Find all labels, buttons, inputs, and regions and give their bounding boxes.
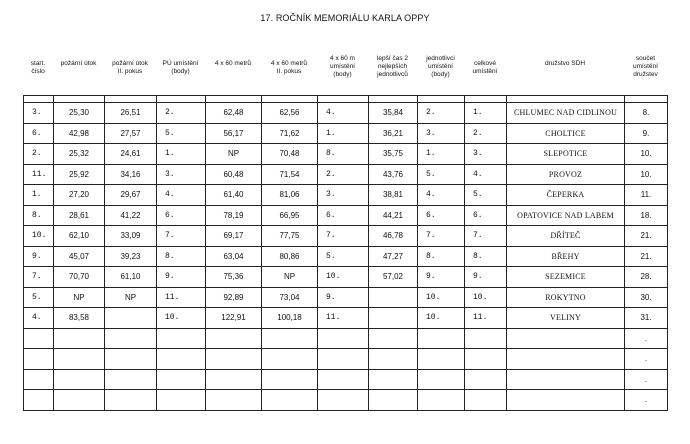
cell-relay-4x60: 56,17 [206,123,262,144]
cell-overall-placement: 8. [465,246,507,267]
cell-relay-4x60-second: 81,06 [262,185,318,206]
header-overall-placement [464,60,506,76]
header-line: požární útok [112,60,148,67]
cell-relay-placement: 8. [318,144,369,165]
cell-fire-attack-second: 29,67 [105,185,157,206]
cell-fire-attack [54,328,105,349]
cell-team-placement-sum: . [625,390,668,411]
cell-best-two-individuals [369,308,418,329]
cell-relay-4x60: 60,48 [206,164,262,185]
cell-relay-4x60: 78,19 [206,205,262,226]
cell-team-name: OPATOVICE NAD LABEM [507,205,625,226]
cell-relay-4x60-second [262,369,318,390]
cell-fire-attack-placement [157,349,206,370]
cell-fire-attack: 62,10 [54,226,105,247]
cell-best-two-individuals: 57,02 [369,267,418,288]
cell-fire-attack-second: NP [105,287,157,308]
cell-fire-attack-placement: 1. [157,144,206,165]
cell-relay-4x60-second: 66,95 [262,205,318,226]
cell-relay-4x60: 69,17 [206,226,262,247]
cell-relay-4x60: 75,36 [206,267,262,288]
header-relay-placement [317,55,368,79]
header-line: (body) [431,71,450,78]
cell-best-two-individuals: 43,76 [369,164,418,185]
cell-individuals-placement: 6. [418,205,465,226]
cell-overall-placement: 3. [465,144,507,165]
cell-start-number: 8. [24,205,54,226]
cell-fire-attack-second: 24,61 [105,144,157,165]
cell-fire-attack-second [105,349,157,370]
cell-overall-placement: 1. [465,103,507,124]
header-fire-attack-placement [156,60,205,76]
cell-fire-attack: 27,20 [54,185,105,206]
cell-fire-attack-placement: 3. [157,164,206,185]
cell-fire-attack-second: 41,22 [105,205,157,226]
cell-fire-attack-second: 33,09 [105,226,157,247]
cell-team-placement-sum: 30. [625,287,668,308]
header-line: družstev [633,71,658,78]
cell-best-two-individuals: 38,81 [369,185,418,206]
header-line: 4 x 60 m [330,55,355,62]
cell-relay-4x60-second: NP [262,267,318,288]
header-fire-attack-second [104,60,156,76]
cell-relay-4x60-second: 70,48 [262,144,318,165]
cell-fire-attack-placement: 11. [157,287,206,308]
cell-relay-placement: 5. [318,246,369,267]
cell-team-name: SLEPOTICE [507,144,625,165]
cell-relay-4x60 [206,390,262,411]
spacer-row [24,96,668,103]
header-relay-4x60 [205,60,261,68]
cell-relay-placement: 6. [318,205,369,226]
table-row [24,369,668,390]
cell-overall-placement [465,369,507,390]
cell-relay-4x60-second: 71,62 [262,123,318,144]
table-row [24,185,668,206]
cell-relay-4x60 [206,328,262,349]
cell-team-placement-sum: 9. [625,123,668,144]
header-line: lepší čas 2 [376,55,409,62]
cell-fire-attack-placement: 6. [157,205,206,226]
cell-start-number: 9. [24,246,54,267]
cell-team-placement-sum: . [625,328,668,349]
table-row [24,205,668,226]
cell-relay-4x60: 92,89 [206,287,262,308]
cell-individuals-placement: 4. [418,185,465,206]
cell-fire-attack-placement [157,328,206,349]
cell-overall-placement [465,390,507,411]
cell-team-name: CHLUMEC NAD CIDLINOU [507,103,625,124]
cell-relay-placement [318,369,369,390]
results-table [23,95,668,411]
cell-fire-attack-second: 39,23 [105,246,157,267]
cell-relay-placement [318,390,369,411]
cell-best-two-individuals: 46,78 [369,226,418,247]
header-line: (body) [333,71,352,78]
table-row [24,349,668,370]
cell-best-two-individuals [369,390,418,411]
cell-team-placement-sum: 11. [625,185,668,206]
spacer-cell [54,96,105,103]
cell-fire-attack-second [105,308,157,329]
table-row [24,287,668,308]
cell-relay-placement: 4. [318,103,369,124]
cell-team-name: CHOLTICE [507,123,625,144]
cell-start-number: 3. [24,103,54,124]
cell-fire-attack-placement: 9. [157,267,206,288]
spacer-cell [206,96,262,103]
table-row [24,308,668,329]
cell-relay-4x60-second: 73,04 [262,287,318,308]
cell-fire-attack: 45,07 [54,246,105,267]
header-line: jednotlivců [377,71,408,78]
cell-relay-4x60-second: 77,75 [262,226,318,247]
cell-fire-attack-placement: 7. [157,226,206,247]
cell-relay-4x60-second: 62,56 [262,103,318,124]
cell-relay-4x60-second: 71,54 [262,164,318,185]
header-line: součet [635,55,656,62]
cell-best-two-individuals: 47,27 [369,246,418,267]
cell-start-number [24,369,54,390]
table-row [24,226,668,247]
cell-overall-placement: 9. [465,267,507,288]
header-line: PÚ umístění [162,60,199,67]
cell-team-placement-sum: . [625,349,668,370]
cell-fire-attack [54,349,105,370]
cell-individuals-placement: 2. [418,103,465,124]
cell-team-placement-sum: 18. [625,205,668,226]
header-fire-attack [53,60,104,68]
table-row [24,123,668,144]
cell-relay-placement: 1. [318,123,369,144]
cell-relay-4x60 [206,349,262,370]
cell-overall-placement: 2. [465,123,507,144]
cell-overall-placement: 10. [465,287,507,308]
header-line: jednotlivci [426,55,455,62]
cell-fire-attack-second: 26,51 [105,103,157,124]
header-line: celkové [473,60,497,67]
cell-fire-attack [54,369,105,390]
cell-start-number: 11. [24,164,54,185]
header-individuals-placement [417,55,464,79]
cell-team-placement-sum: 10. [625,144,668,165]
cell-relay-placement: 9. [318,287,369,308]
cell-fire-attack-second [105,369,157,390]
cell-relay-4x60: 61,40 [206,185,262,206]
cell-team-name: BŘEHY [507,246,625,267]
header-line: družstvo SDH [544,60,586,67]
cell-team-placement-sum: 21. [625,246,668,267]
spacer-cell [418,96,465,103]
cell-overall-placement [465,349,507,370]
cell-team-placement-sum: 10. [625,164,668,185]
cell-individuals-placement: 10. [418,287,465,308]
header-line: II. pokus [276,68,302,75]
cell-relay-4x60: 63,04 [206,246,262,267]
spacer-cell [262,96,318,103]
cell-relay-placement: 11. [318,308,369,329]
cell-fire-attack: 25,92 [54,164,105,185]
cell-fire-attack-placement: 5. [157,123,206,144]
cell-individuals-placement [418,369,465,390]
cell-overall-placement: 7. [465,226,507,247]
cell-fire-attack: 25,30 [54,103,105,124]
cell-relay-placement: 10. [318,267,369,288]
cell-team-name [507,328,625,349]
cell-overall-placement: 11. [465,308,507,329]
cell-fire-attack: 42,98 [54,123,105,144]
header-line: 4 x 60 metrů [270,60,308,67]
cell-relay-placement: 3. [318,185,369,206]
cell-team-placement-sum: 8. [625,103,668,124]
cell-fire-attack-placement: 8. [157,246,206,267]
cell-relay-placement: 7. [318,226,369,247]
cell-fire-attack: 25,32 [54,144,105,165]
cell-start-number: 1. [24,185,54,206]
cell-fire-attack-second: 61,10 [105,267,157,288]
spacer-cell [24,96,54,103]
table-row [24,144,668,165]
header-line: umístění [472,68,498,75]
header-line: nejlepších [377,63,408,70]
table-row [24,164,668,185]
header-line: číslo [31,68,45,75]
cell-individuals-placement: 1. [418,144,465,165]
cell-team-name [507,349,625,370]
cell-relay-4x60-second [262,390,318,411]
cell-best-two-individuals: 44,21 [369,205,418,226]
header-line: umístění [428,63,453,70]
cell-overall-placement: 6. [465,205,507,226]
cell-relay-placement: 2. [318,164,369,185]
cell-fire-attack-second [105,390,157,411]
spacer-cell [507,96,625,103]
cell-fire-attack: 70,70 [54,267,105,288]
cell-fire-attack-second: 34,16 [105,164,157,185]
cell-relay-placement [318,328,369,349]
cell-fire-attack: NP [54,287,105,308]
cell-relay-4x60 [206,369,262,390]
cell-fire-attack-placement: 10. [157,308,206,329]
header-line: 4 x 60 metrů [214,60,252,67]
cell-fire-attack-second: 27,57 [105,123,157,144]
cell-individuals-placement: 10. [418,308,465,329]
cell-best-two-individuals [369,349,418,370]
cell-relay-4x60: 122,91 [206,308,262,329]
spacer-cell [465,96,507,103]
cell-start-number: 10. [24,226,54,247]
header-line: umístění [330,63,355,70]
spacer-cell [369,96,418,103]
header-relay-4x60-second [261,60,317,76]
header-team-name [506,60,624,68]
cell-relay-4x60-second [262,328,318,349]
table-row [24,328,668,349]
table-row [24,103,668,124]
cell-relay-4x60-second [262,349,318,370]
cell-individuals-placement: 3. [418,123,465,144]
header-line: požární útok [60,60,97,67]
cell-best-two-individuals [369,369,418,390]
cell-start-number: 2. [24,144,54,165]
spacer-cell [157,96,206,103]
cell-individuals-placement: 7. [418,226,465,247]
cell-start-number: 5. [24,287,54,308]
header-line: (body) [171,68,190,75]
cell-individuals-placement: 8. [418,246,465,267]
header-line: umístění [633,63,658,70]
cell-start-number [24,390,54,411]
cell-best-two-individuals: 35,75 [369,144,418,165]
page-title: 17. ROČNÍK MEMORIÁLU KARLA OPPY [260,13,430,23]
cell-overall-placement: 4. [465,164,507,185]
cell-fire-attack-placement: 2. [157,103,206,124]
cell-individuals-placement: 9. [418,267,465,288]
cell-team-name: VELINY [507,308,625,329]
cell-fire-attack-placement [157,369,206,390]
cell-overall-placement: 5. [465,185,507,206]
cell-fire-attack-second [105,328,157,349]
cell-best-two-individuals [369,287,418,308]
cell-fire-attack-placement: 4. [157,185,206,206]
cell-start-number [24,349,54,370]
cell-fire-attack: 83,58 [54,308,105,329]
cell-team-placement-sum: 31. [625,308,668,329]
cell-team-name: DŘÍTEČ [507,226,625,247]
table-row [24,390,668,411]
header-line: start. [30,60,46,67]
cell-relay-4x60-second: 80,86 [262,246,318,267]
cell-relay-4x60-second: 100,18 [262,308,318,329]
cell-team-placement-sum: 21. [625,226,668,247]
cell-team-name: ROKYTNO [507,287,625,308]
spacer-cell [625,96,668,103]
table-row [24,246,668,267]
cell-overall-placement [465,328,507,349]
cell-relay-placement [318,349,369,370]
cell-fire-attack-placement [157,390,206,411]
spacer-cell [105,96,157,103]
header-best-two-individuals [368,55,417,79]
cell-fire-attack [54,390,105,411]
cell-relay-4x60: 62,48 [206,103,262,124]
cell-fire-attack: 28,61 [54,205,105,226]
cell-individuals-placement [418,349,465,370]
cell-best-two-individuals: 35,84 [369,103,418,124]
cell-relay-4x60: NP [206,144,262,165]
cell-team-name: ČEPERKA [507,185,625,206]
cell-team-name: PROVOZ [507,164,625,185]
cell-best-two-individuals: 36,21 [369,123,418,144]
cell-team-name [507,390,625,411]
cell-team-placement-sum: . [625,369,668,390]
spacer-cell [318,96,369,103]
cell-team-placement-sum: 28. [625,267,668,288]
cell-start-number [24,328,54,349]
cell-team-name: SEZEMICE [507,267,625,288]
header-line: II. pokus [117,68,143,75]
header-team-placement-sum [624,55,667,79]
cell-individuals-placement [418,328,465,349]
cell-team-name [507,369,625,390]
header-start-number [23,60,53,76]
cell-start-number: 6. [24,123,54,144]
cell-start-number: 4. [24,308,54,329]
cell-individuals-placement [418,390,465,411]
cell-individuals-placement: 5. [418,164,465,185]
cell-best-two-individuals [369,328,418,349]
cell-start-number: 7. [24,267,54,288]
table-row [24,267,668,288]
